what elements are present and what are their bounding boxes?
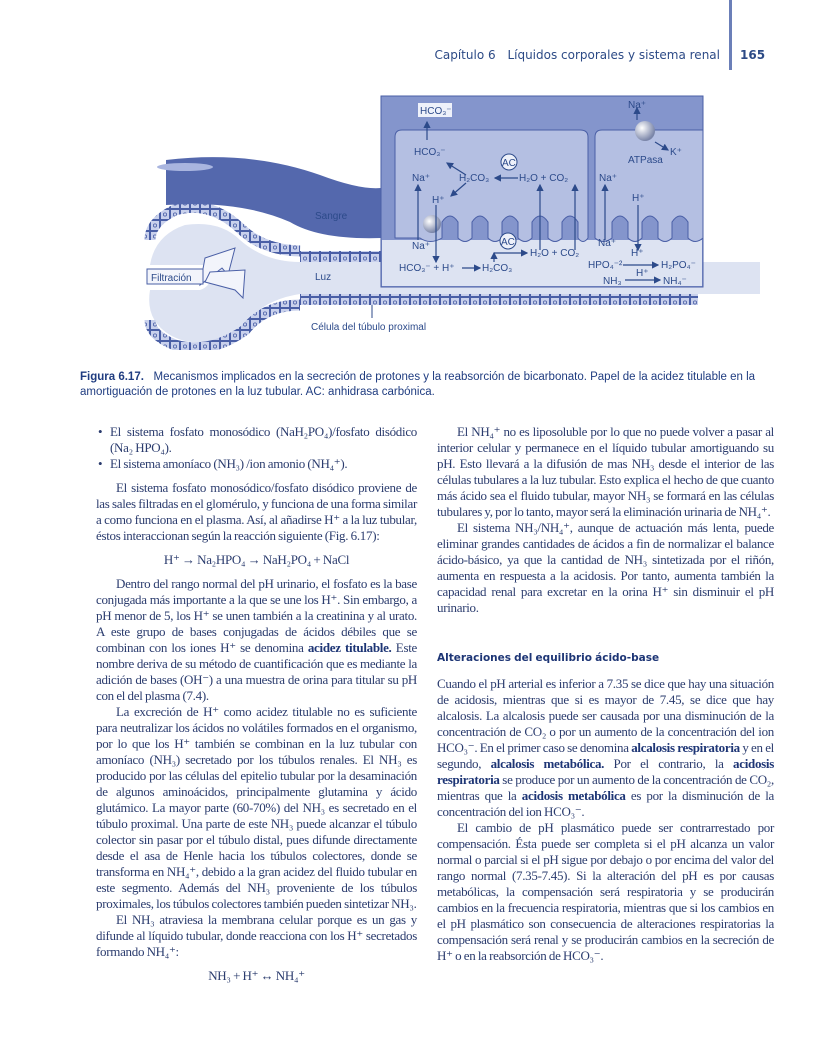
label-hco3-cell: HCO₃⁻ (414, 147, 446, 158)
right-column (437, 424, 774, 964)
label-k: K⁺ (670, 147, 682, 158)
caption-text: Mecanismos implicados en la secreción de protones y la reabsorción de bicarbonato. Papel de la acidez titulable en la amortiguación de protones en la luz tubular. AC: anhidrasa carbónica. (80, 371, 756, 398)
paragraph: El NH₄⁺ no es liposoluble por lo que no puede volver a pasar al interior celular y permanece en el líquido tubular amortiguando su pH. Esto llevará a la difusión de mas NH₃ desde el interior de las células tubulares a la luz tubular. Esto explica el hecho de que cuanto más ácido sea el fluido tubular, mayor NH₃ se formará en las células tubulares y, por lo tanto, mayor será la eliminación urinaria de NH₄⁺. (437, 424, 774, 519)
term-acidosis-respiratoria: acidosis respiratoria (437, 756, 774, 787)
label-nh4: NH₄⁻ (663, 276, 687, 287)
label-h-cell-2: H⁺ (632, 193, 645, 204)
list-item: • El sistema amoníaco (NH₃) /ion amonio (NH₄⁺). (110, 456, 417, 472)
text-run: es por la disminución de la concentración del ion HCO₃⁻. (437, 788, 775, 819)
text-run: Este nombre deriva de su método de cuantificación que es mediante la adición de bases (OH⁻) a una muestra de orina para titular su pH con el del plasma (7.4). (96, 640, 417, 703)
label-na-cell-2: Na⁺ (599, 173, 618, 184)
label-hpo4: HPO₄⁻² (588, 260, 623, 271)
term-acidez-titulable: acidez titulable. (307, 640, 392, 655)
label-nh3: NH₃ (603, 276, 622, 287)
buffer-list (96, 424, 417, 472)
text-run: Dentro del rango normal del pH urinario, el fosfato es la base conjugada más importante a la que se une los H⁺. Sin embargo, a pH menor de 5, los H⁺ se unen también a la creatinina y al urato. A este grupo de bases conjugadas de ácidos débiles que se combinan con los iones H⁺ se denomina (96, 576, 417, 655)
term-alcalosis-respiratoria: alcalosis respiratoria (631, 740, 740, 755)
label-h2o-co2-cell: H₂O + CO₂ (519, 173, 569, 184)
figure-caption (80, 370, 780, 400)
label-atpasa: ATPasa (628, 155, 663, 166)
text-run: se produce por un aumento de la concentración de CO₂, mientras que la (437, 772, 774, 803)
paragraph: La excreción de H⁺ como acidez titulable no es suficiente para neutralizar los ácidos no volátiles formados en el organismo, por lo que los H⁺ también se combinan en la luz tubular con amoníaco (NH₃) secretado por los túbulos renales. El NH₃ es producido por las células del epitelio tubular por la desaminación de algunos aminoácidos, principalmente glutamina y ácido glutámico. La mayor parte (60-70%) del NH₃ es secretado en el túbulo proximal. Una parte de este NH₃ puede alcanzar el túbulo colector sin pasar por el túbulo distal, pues difunde directamente desde el asa de Henle hacia los túbulos colectores, donde se transforma en NH₄⁺, debido a la gran acidez del fluido tubular en este segmento. Además del NH₃ proveniente de los túbulos proximales, los túbulos colectores también pueden sintetizar NH₃. (96, 704, 417, 911)
label-h2po4: H₂PO₄⁻ (661, 260, 696, 271)
label-na-lumen-2: Na⁺ (598, 238, 617, 249)
label-celula: Célula del túbulo proximal (311, 322, 427, 333)
list-item: • El sistema fosfato monosódico (NaH₂PO₄)/fosfato disódico (Na₂ HPO₄). (110, 424, 417, 456)
paragraph: El sistema fosfato monosódico/fosfato disódico proviene de las sales filtradas en el glomérulo, y funciona de una forma similar a como funciona en el plasma. Así, al añadirse H⁺ a la luz tubular, éstos interaccionan según la reacción siguiente (Fig. 6.17): (96, 480, 417, 543)
paragraph: El cambio de pH plasmático puede ser contrarrestado por compensación. Ésta puede ser completa si el pH alcanza un valor normal o parcial si el pH sigue por debajo o por encima del valor del rango normal (7.35-7.45). Si la alteración del pH es por causas metabólicas, la compensación será respiratoria y se producirán cambios en la frecuencia respiratoria, mientras que si los cambios en el pH plasmático son consecuencia de alteraciones respiratorias la compensación será renal y se producirán cambios en la secreción de H⁺ o en la reabsorción de HCO₃⁻. (437, 820, 774, 963)
label-filtracion: Filtración (151, 273, 192, 284)
equation-ammonia: NH₃ + H⁺ ↔ NH₄⁺ (208, 968, 305, 983)
label-na-lumen-1: Na⁺ (412, 241, 431, 252)
paragraph: El sistema NH₃/NH₄⁺, aunque de actuación más lenta, puede eliminar grandes cantidades de ácidos a fin de normalizar el balance ácido-básico, ya que la cantidad de NH₃ sintetizada por el riñón, aumenta en respuesta a la acidosis. Por tanto, aumenta también la capacidad renal para excretar en la orina H⁺ sin disminuir el pH urinario. (437, 520, 774, 615)
left-column (96, 424, 417, 992)
label-hco3-blood: HCO₃⁻ (420, 106, 452, 117)
chapter-title: Líquidos corporales y sistema renal (507, 48, 720, 62)
epithelium-bottom (300, 294, 698, 305)
label-h-cell-1: H⁺ (432, 195, 445, 206)
label-h2co3-lumen: H₂CO₃ (482, 263, 513, 274)
label-ac-2: AC (501, 237, 515, 248)
atpase-pump-sphere (635, 121, 655, 141)
label-luz: Luz (315, 272, 332, 283)
term-alcalosis-metabolica: alcalosis metabólica. (490, 756, 605, 771)
label-hco3-h-lumen: HCO₃⁻ + H⁺ (399, 263, 455, 274)
paragraph: El NH₃ atraviesa la membrana celular porque es un gas y difunde al líquido tubular, donde reacciona con los H⁺ secretados formando NH₄⁺: (96, 912, 417, 959)
label-sangre: Sangre (315, 211, 348, 222)
chapter-number: Capítulo 6 (434, 48, 496, 62)
cotransporter-sphere (423, 215, 441, 233)
label-h2co3-cell: H₂CO₃ (459, 173, 490, 184)
label-h-nh3: H⁺ (636, 268, 649, 279)
text-run: y en el segundo, (437, 740, 774, 771)
figure-6-17-diagram (0, 0, 828, 350)
epithelium-top (300, 251, 390, 262)
label-na-top: Na⁺ (628, 100, 647, 111)
term-acidosis-metabolica: acidosis metabólica (521, 788, 626, 803)
text-run: Por el contrario, la (604, 756, 734, 771)
page-number: 165 (740, 48, 766, 62)
label-ac-1: AC (502, 158, 516, 169)
equation-phosphate: H⁺ → Na₂HPO₄ → NaH₂PO₄ + NaCl (163, 552, 350, 567)
text-run: Cuando el pH arterial es inferior a 7.35 se dice que hay una situación de acidosis, mientras que si es mayor de 7.45, se dice que hay alcalosis. La alcalosis puede ser causada por una disminución de la concentración de CO₂ o por un aumento de la concentración del ion HCO₃⁻. En el primer caso se denomina (437, 676, 774, 755)
paragraph (96, 576, 417, 704)
label-h2o-co2-lumen: H₂O + CO₂ (530, 248, 580, 259)
section-heading: Alteraciones del equilibrio ácido-base (437, 652, 660, 664)
paragraph (437, 676, 774, 820)
label-h-lumen: H⁺ (631, 248, 644, 259)
label-na-cell-1: Na⁺ (412, 173, 431, 184)
caption-label: Figura 6.17. (80, 371, 144, 383)
